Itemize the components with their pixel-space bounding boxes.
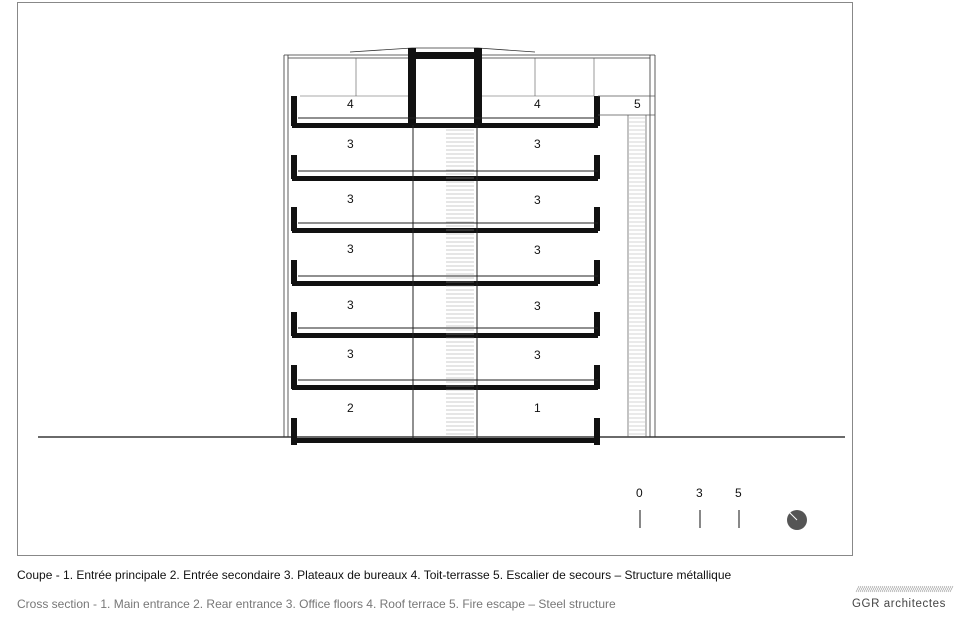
roof-stair-core: [408, 48, 482, 125]
room-label-office-6-left: 3: [347, 137, 354, 151]
room-label-office-4-left: 3: [347, 242, 354, 256]
room-label-office-3-left: 3: [347, 298, 354, 312]
room-label-fire-escape: 5: [634, 97, 641, 111]
scale-mark-0: 0: [636, 486, 643, 500]
room-label-roof-terrace-left: 4: [347, 97, 354, 111]
scale-bar: [640, 510, 739, 528]
fire-escape-steps: [629, 118, 645, 434]
core-walls: [298, 118, 598, 440]
north-pointer-icon: [787, 510, 807, 530]
room-label-office-2-right: 3: [534, 348, 541, 362]
logo-text: GGR architectes: [852, 598, 946, 610]
room-label-office-5-left: 3: [347, 192, 354, 206]
scale-mark-3: 3: [696, 486, 703, 500]
room-label-office-3-right: 3: [534, 299, 541, 313]
scale-mark-5: 5: [735, 486, 742, 500]
fire-escape-structure: [598, 96, 655, 437]
logo-mark: [856, 586, 953, 592]
roof-parapet: [300, 58, 594, 96]
caption-french: Coupe - 1. Entrée principale 2. Entrée secondaire 3. Plateaux de bureaux 4. Toit-terrasse 5. Escalier de secours – Structure métallique: [17, 568, 732, 582]
facade-posts: [291, 96, 600, 445]
room-label-office-6-right: 3: [534, 137, 541, 151]
room-label-roof-terrace-right: 4: [534, 97, 541, 111]
caption-english: Cross section - 1. Main entrance 2. Rear entrance 3. Office floors 4. Roof terrace 5. Fire escape – Steel structure: [17, 597, 616, 611]
room-label-rear-entrance: 2: [347, 401, 354, 415]
room-label-office-4-right: 3: [534, 243, 541, 257]
room-label-office-5-right: 3: [534, 193, 541, 207]
room-label-main-entrance: 1: [534, 401, 541, 415]
room-label-office-2-left: 3: [347, 347, 354, 361]
